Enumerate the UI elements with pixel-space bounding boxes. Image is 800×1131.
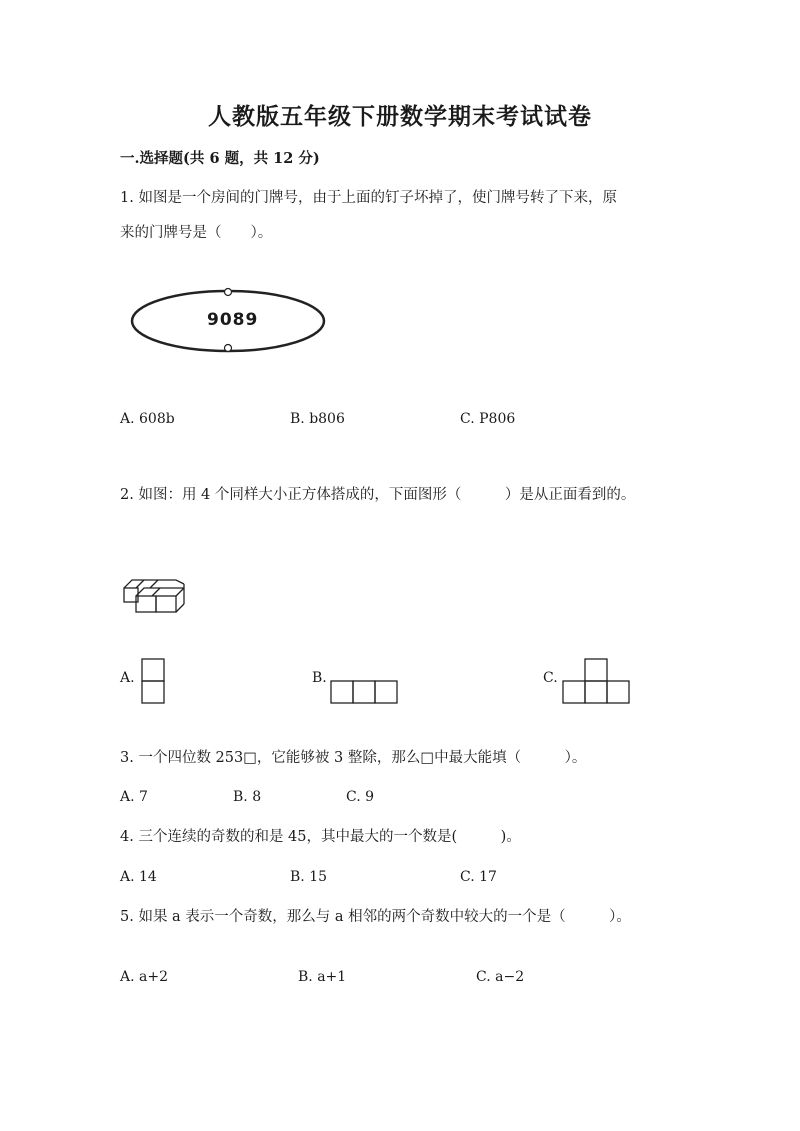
door-plate-number: 9089 [207,310,259,330]
q5-option-b[interactable]: B. a+1 [298,969,347,985]
q1-option-a[interactable]: A. 608b [120,411,175,427]
q4-option-c[interactable]: C. 17 [460,869,497,885]
question-4-line-1: 4. 三个连续的奇数的和是 45，其中最大的一个数是( )。 [120,829,521,845]
option-c-view [562,658,630,704]
question-1-line-1: 1. 如图是一个房间的门牌号，由于上面的钉子坏掉了，使门牌号转了下来，原 [120,190,617,206]
q3-option-b[interactable]: B. 8 [233,789,262,805]
q4-option-a[interactable]: A. 14 [120,869,157,885]
q1-option-c[interactable]: C. P806 [460,411,516,427]
q5-option-a[interactable]: A. a+2 [120,969,168,985]
nail-hole-bottom [225,345,232,352]
option-b-view [330,680,398,704]
q3-option-a[interactable]: A. 7 [120,789,148,805]
nail-hole-top [225,289,232,296]
q3-option-c[interactable]: C. 9 [346,789,375,805]
question-2-line-1: 2. 如图：用 4 个同样大小正方体搭成的，下面图形（ ）是从正面看到的。 [120,487,636,503]
q1-option-b[interactable]: B. b806 [290,411,345,427]
option-a-view [141,658,165,704]
q2-option-c[interactable]: C. [543,670,558,686]
q4-option-b[interactable]: B. 15 [290,869,328,885]
cube-stack-figure [122,578,188,614]
question-5-line-1: 5. 如果 a 表示一个奇数，那么与 a 相邻的两个奇数中较大的一个是（ ）。 [120,909,631,925]
page-title: 人教版五年级下册数学期末考试试卷 [208,103,592,130]
question-1-line-2: 来的门牌号是（ ）。 [120,225,273,241]
q5-option-c[interactable]: C. a−2 [476,969,525,985]
question-3-line-1: 3. 一个四位数 253□，它能够被 3 整除，那么□中最大能填（ ）。 [120,750,587,766]
q2-option-b[interactable]: B. [312,670,327,686]
q2-option-a[interactable]: A. [120,670,135,686]
section-heading: 一.选择题(共 6 题，共 12 分) [120,150,320,167]
